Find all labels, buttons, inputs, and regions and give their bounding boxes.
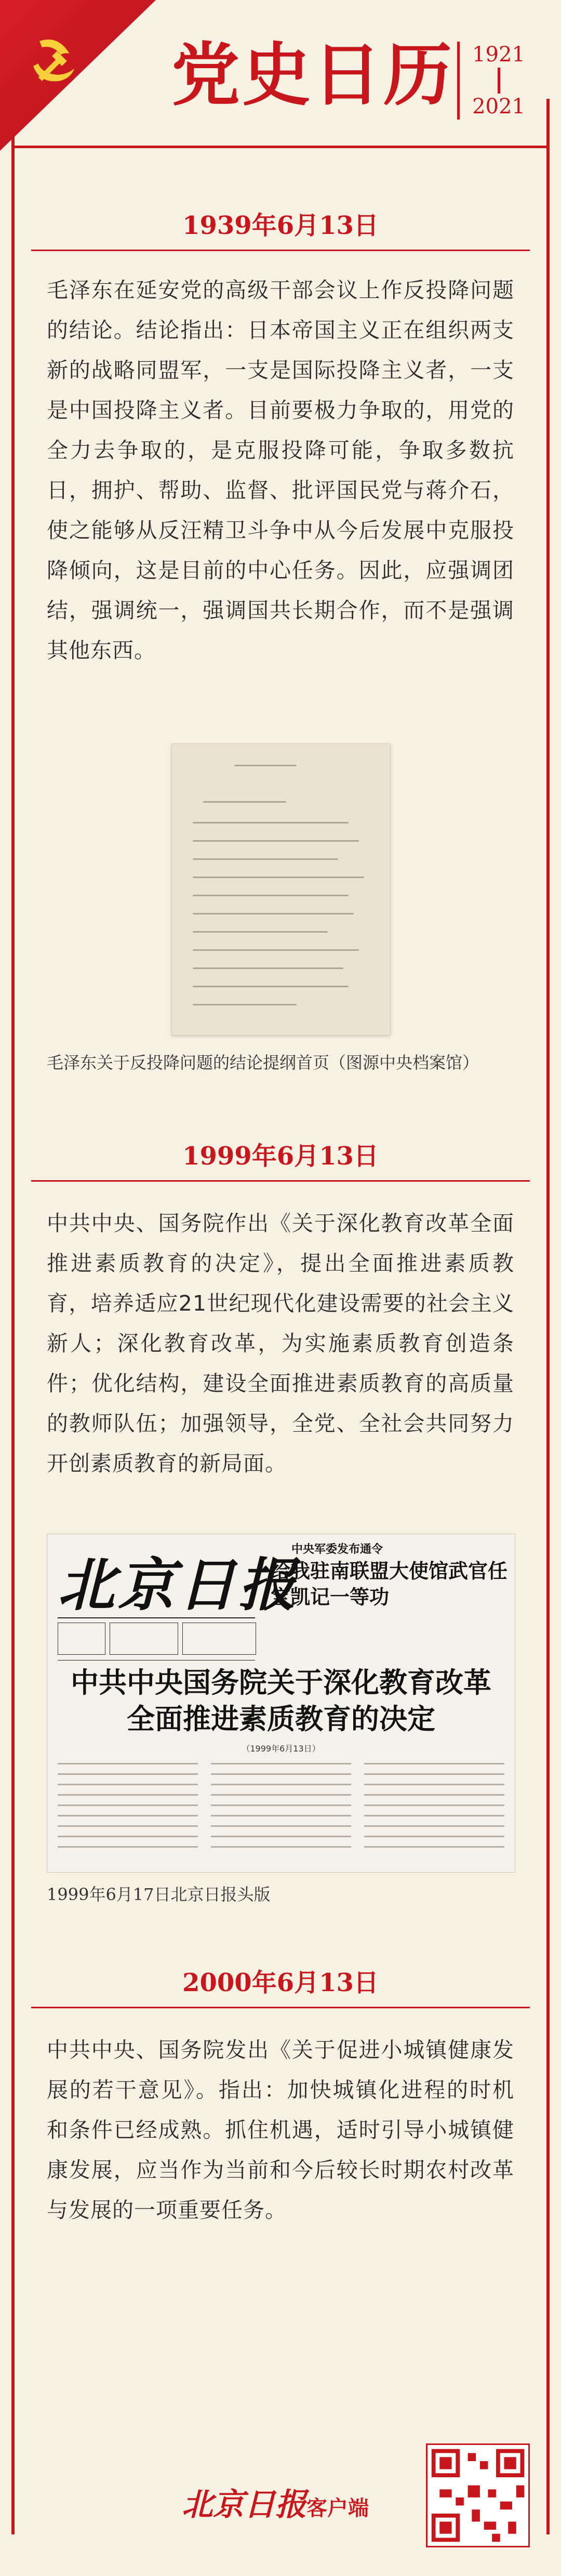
header-rule: [11, 146, 550, 148]
year-range: [470, 43, 527, 119]
footer-logo-suffix: 客户端: [306, 2496, 369, 2520]
entry-2-date: 1999年6月13日: [182, 1142, 379, 1171]
footer-logo: [182, 2480, 369, 2525]
newspaper-side-title: 中央军委发布通令: [291, 1543, 383, 1556]
entry-3-date: 2000年6月13日: [182, 1968, 379, 1997]
newspaper-front-page-image: [47, 1534, 515, 1873]
newspaper-date-line: （1999年6月13日）: [242, 1744, 320, 1754]
archive-document-image: [171, 743, 391, 1036]
year-start: 1921: [472, 43, 525, 67]
header: [0, 0, 561, 151]
entry-1-date: 1939年6月13日: [182, 211, 379, 240]
entry-1-rule: [31, 250, 530, 251]
footer-logo-text: 北京日报: [182, 2487, 306, 2523]
entry-2-rule: [31, 1180, 530, 1182]
year-end: 2021: [472, 95, 525, 119]
newspaper-masthead: 北京日报: [58, 1551, 299, 1618]
header-divider: [457, 42, 460, 120]
entry-3-text: 中共中央、国务院发出《关于促进小城镇健康发展的若干意见》。指出：加快城镇化进程的时机和条件已经成熟。抓住机遇，适时引导小城镇健康发展，应当作为当前和今后较长时期农村改革与发展的一项重要任务。: [47, 2037, 514, 2222]
newspaper-info-box: [58, 1617, 255, 1660]
year-range-bar: [498, 68, 500, 94]
entry-2-text: 中共中央、国务院作出《关于深化教育改革全面推进素质教育的决定》，提出全面推进素质教育，培养适应21世纪现代化建设需要的社会主义新人；深化教育改革，为实施素质教育创造条件；优化结构，建设全面推进素质教育的高质量的教师队伍；加强领导，全党、全社会共同努力开创素质教育的新局面。: [47, 1211, 514, 1476]
party-emblem-icon: [21, 29, 83, 91]
left-border-line: [11, 99, 15, 2534]
right-border-line: [546, 99, 550, 2534]
qr-code-icon: [426, 2443, 530, 2547]
entry-3-rule: [31, 2007, 530, 2008]
newspaper-body-columns: [58, 1758, 504, 1867]
entry-2-caption: 1999年6月17日北京日报头版: [47, 1885, 271, 1904]
entry-1-text: 毛泽东在延安党的高级干部会议上作反投降问题的结论。结论指出：日本帝国主义正在组织两支新的战略同盟军，一支是国际投降主义者，一支是中国投降主义者。目前要极力争取的，用党的全力去争取的，是克服投降可能，争取多数抗日，拥护、帮助、监督、批评国民党与蒋介石，使之能够从反汪精卫斗争中从今后发展中克服投降倾向，这是目前的中心任务。因此，应强调团结，强调统一，强调国共长期合作，而不是强调其他东西。: [47, 278, 514, 663]
newspaper-side-headline: 给我驻南联盟大使馆武官任宝凯记一等功: [271, 1559, 508, 1609]
entry-1-caption: 毛泽东关于反投降问题的结论提纲首页（图源中央档案馆）: [47, 1053, 479, 1073]
newspaper-headline: 中共中央国务院关于深化教育改革全面推进素质教育的决定: [71, 1666, 491, 1735]
page-title: 党史日历: [171, 35, 454, 115]
